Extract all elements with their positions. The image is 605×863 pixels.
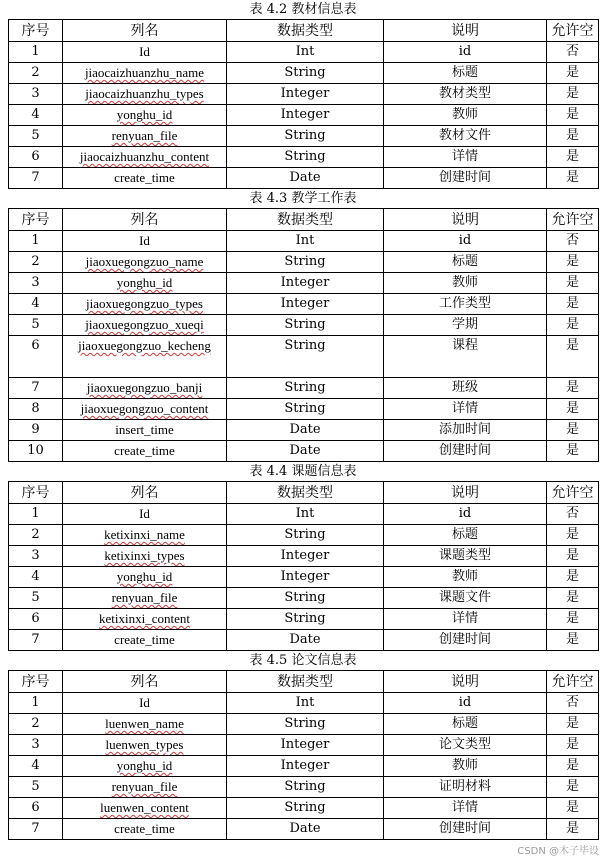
cell-data-type: Integer: [227, 756, 384, 777]
cell-no: 7: [9, 630, 63, 651]
cell-no: 2: [9, 714, 63, 735]
watermark: CSDN @木子毕设: [517, 846, 599, 857]
cell-no: 3: [9, 735, 63, 756]
cell-nullable: 是: [547, 378, 599, 399]
table-row: [9, 441, 599, 462]
cell-description: 标题: [384, 714, 547, 735]
document: [8, 0, 598, 840]
table-row: [9, 147, 599, 168]
table-row: [9, 504, 599, 525]
header-no: 序号: [9, 20, 63, 42]
column-name-text: renyuan_file: [111, 128, 178, 143]
cell-data-type: Integer: [227, 105, 384, 126]
cell-data-type: Date: [227, 168, 384, 189]
cell-column-name: Id: [63, 504, 227, 525]
column-name-text: luenwen_content: [100, 800, 189, 815]
cell-data-type: Integer: [227, 84, 384, 105]
cell-data-type: String: [227, 714, 384, 735]
table-row: [9, 735, 599, 756]
cell-description: 标题: [384, 252, 547, 273]
column-name-text: luenwen_name: [105, 716, 184, 731]
column-name-text: ketixinxi_types: [104, 548, 185, 563]
column-name-text: jiaoxuegongzuo_content: [80, 401, 209, 416]
cell-no: 7: [9, 819, 63, 840]
cell-description: 创建时间: [384, 819, 547, 840]
table-row: [9, 798, 599, 819]
cell-nullable: 否: [547, 693, 599, 714]
table-row: [9, 588, 599, 609]
cell-column-name: [63, 105, 227, 126]
cell-no: 1: [9, 693, 63, 714]
cell-column-name: [63, 315, 227, 336]
cell-description: 教师: [384, 273, 547, 294]
cell-description: 详情: [384, 399, 547, 420]
header-data-type: 数据类型: [227, 482, 384, 504]
cell-no: 6: [9, 798, 63, 819]
cell-no: 4: [9, 567, 63, 588]
cell-description: id: [384, 693, 547, 714]
cell-data-type: String: [227, 525, 384, 546]
cell-column-name: create_time: [63, 819, 227, 840]
cell-no: 1: [9, 231, 63, 252]
cell-nullable: 是: [547, 609, 599, 630]
column-name-text: renyuan_file: [111, 779, 178, 794]
header-description: 说明: [384, 671, 547, 693]
cell-column-name: create_time: [63, 168, 227, 189]
header-data-type: 数据类型: [227, 209, 384, 231]
cell-nullable: 是: [547, 105, 599, 126]
cell-description: 创建时间: [384, 441, 547, 462]
cell-column-name: [63, 147, 227, 168]
cell-no: 1: [9, 504, 63, 525]
cell-data-type: Int: [227, 693, 384, 714]
table-row: [9, 714, 599, 735]
cell-column-name: create_time: [63, 630, 227, 651]
cell-data-type: Integer: [227, 735, 384, 756]
table-row: [9, 546, 599, 567]
cell-column-name: [63, 336, 227, 378]
table-row: [9, 525, 599, 546]
cell-no: 6: [9, 336, 63, 378]
cell-data-type: String: [227, 378, 384, 399]
cell-nullable: 是: [547, 630, 599, 651]
cell-description: 标题: [384, 63, 547, 84]
cell-no: 2: [9, 525, 63, 546]
cell-data-type: Integer: [227, 567, 384, 588]
cell-data-type: String: [227, 126, 384, 147]
cell-data-type: String: [227, 609, 384, 630]
header-nullable: 允许空: [547, 209, 599, 231]
cell-column-name: [63, 546, 227, 567]
cell-no: 7: [9, 168, 63, 189]
column-name-text: jiaoxuegongzuo_types: [86, 296, 203, 311]
cell-description: 教师: [384, 567, 547, 588]
cell-data-type: Date: [227, 420, 384, 441]
cell-data-type: String: [227, 63, 384, 84]
column-name-text: jiaoxuegongzuo_xueqi: [85, 317, 204, 332]
cell-column-name: create_time: [63, 441, 227, 462]
cell-nullable: 是: [547, 168, 599, 189]
table-row: [9, 294, 599, 315]
table-row: [9, 315, 599, 336]
header-nullable: 允许空: [547, 671, 599, 693]
header-column-name: 列名: [63, 209, 227, 231]
cell-data-type: String: [227, 798, 384, 819]
cell-description: 学期: [384, 315, 547, 336]
cell-data-type: Integer: [227, 294, 384, 315]
cell-data-type: String: [227, 252, 384, 273]
cell-data-type: String: [227, 336, 384, 378]
table-row: [9, 756, 599, 777]
cell-column-name: [63, 798, 227, 819]
cell-description: 证明材料: [384, 777, 547, 798]
cell-description: 课题类型: [384, 546, 547, 567]
cell-column-name: [63, 84, 227, 105]
table-caption: 表 4.2 教材信息表: [249, 2, 357, 17]
header-data-type: 数据类型: [227, 20, 384, 42]
cell-column-name: [63, 609, 227, 630]
cell-column-name: [63, 252, 227, 273]
table-row: [9, 273, 599, 294]
cell-nullable: 是: [547, 567, 599, 588]
header-description: 说明: [384, 20, 547, 42]
cell-description: 课程: [384, 336, 547, 378]
table-row: [9, 609, 599, 630]
cell-column-name: [63, 735, 227, 756]
cell-nullable: 是: [547, 777, 599, 798]
cell-description: 论文类型: [384, 735, 547, 756]
cell-column-name: Id: [63, 693, 227, 714]
table-row: [9, 168, 599, 189]
column-name-text: yonghu_id: [116, 569, 173, 584]
table-row: [9, 252, 599, 273]
column-name-text: jiaoxuegongzuo_name: [85, 254, 204, 269]
table-caption: 表 4.4 课题信息表: [249, 464, 357, 479]
header-column-name: 列名: [63, 20, 227, 42]
cell-no: 5: [9, 126, 63, 147]
cell-description: 教材文件: [384, 126, 547, 147]
cell-nullable: 是: [547, 399, 599, 420]
schema-table-teaching-materials: [8, 19, 599, 189]
cell-data-type: String: [227, 588, 384, 609]
cell-description: 详情: [384, 147, 547, 168]
table-caption: 表 4.5 论文信息表: [249, 653, 357, 668]
cell-nullable: 是: [547, 525, 599, 546]
column-name-text: ketixinxi_content: [99, 611, 190, 626]
table-row: [9, 63, 599, 84]
cell-data-type: Date: [227, 441, 384, 462]
header-no: 序号: [9, 671, 63, 693]
table-row: [9, 399, 599, 420]
header-column-name: 列名: [63, 671, 227, 693]
cell-nullable: 是: [547, 588, 599, 609]
cell-no: 5: [9, 315, 63, 336]
schema-table-teaching-work: [8, 208, 599, 462]
header-row: [9, 209, 599, 231]
cell-column-name: [63, 273, 227, 294]
cell-no: 2: [9, 63, 63, 84]
cell-data-type: Int: [227, 504, 384, 525]
cell-no: 10: [9, 441, 63, 462]
header-data-type: 数据类型: [227, 671, 384, 693]
column-name-text: jiaocaizhuanzhu_types: [85, 86, 204, 101]
table-row: [9, 693, 599, 714]
header-nullable: 允许空: [547, 20, 599, 42]
cell-no: 3: [9, 84, 63, 105]
cell-description: 教师: [384, 105, 547, 126]
cell-description: 创建时间: [384, 630, 547, 651]
header-nullable: 允许空: [547, 482, 599, 504]
cell-nullable: 是: [547, 315, 599, 336]
cell-description: id: [384, 42, 547, 63]
cell-nullable: 是: [547, 63, 599, 84]
cell-data-type: String: [227, 147, 384, 168]
table-row: [9, 126, 599, 147]
cell-description: 详情: [384, 609, 547, 630]
cell-column-name: [63, 126, 227, 147]
cell-data-type: Int: [227, 231, 384, 252]
cell-description: 添加时间: [384, 420, 547, 441]
cell-no: 2: [9, 252, 63, 273]
cell-description: id: [384, 231, 547, 252]
table-row: [9, 336, 599, 378]
cell-column-name: Id: [63, 42, 227, 63]
cell-nullable: 是: [547, 336, 599, 378]
cell-column-name: [63, 525, 227, 546]
cell-data-type: Integer: [227, 546, 384, 567]
cell-nullable: 是: [547, 756, 599, 777]
cell-nullable: 是: [547, 84, 599, 105]
cell-column-name: [63, 756, 227, 777]
cell-data-type: Date: [227, 630, 384, 651]
table-row: [9, 567, 599, 588]
header-description: 说明: [384, 209, 547, 231]
cell-no: 6: [9, 147, 63, 168]
cell-no: 6: [9, 609, 63, 630]
cell-description: 工作类型: [384, 294, 547, 315]
cell-nullable: 是: [547, 798, 599, 819]
cell-column-name: [63, 777, 227, 798]
cell-description: 详情: [384, 798, 547, 819]
header-column-name: 列名: [63, 482, 227, 504]
column-name-text: jiaoxuegongzuo_banji: [86, 380, 203, 395]
table-row: [9, 819, 599, 840]
cell-no: 4: [9, 105, 63, 126]
cell-description: 教师: [384, 756, 547, 777]
cell-no: 5: [9, 777, 63, 798]
column-name-text: renyuan_file: [111, 590, 178, 605]
cell-data-type: String: [227, 315, 384, 336]
cell-nullable: 是: [547, 735, 599, 756]
cell-no: 8: [9, 399, 63, 420]
cell-nullable: 是: [547, 147, 599, 168]
cell-no: 9: [9, 420, 63, 441]
table-row: [9, 231, 599, 252]
cell-nullable: 否: [547, 504, 599, 525]
cell-no: 7: [9, 378, 63, 399]
header-no: 序号: [9, 209, 63, 231]
table-caption: 表 4.3 教学工作表: [249, 191, 357, 206]
column-name-text: jiaocaizhuanzhu_name: [84, 65, 205, 80]
table-row: [9, 630, 599, 651]
cell-data-type: Date: [227, 819, 384, 840]
table-row: [9, 420, 599, 441]
column-name-text: jiaoxuegongzuo_kecheng: [78, 338, 211, 353]
cell-data-type: Integer: [227, 273, 384, 294]
cell-nullable: 是: [547, 126, 599, 147]
table-row: [9, 84, 599, 105]
table-row: [9, 378, 599, 399]
cell-column-name: [63, 378, 227, 399]
column-name-text: yonghu_id: [116, 107, 173, 122]
cell-description: id: [384, 504, 547, 525]
table-row: [9, 105, 599, 126]
column-name-text: luenwen_types: [105, 737, 184, 752]
cell-description: 课题文件: [384, 588, 547, 609]
cell-nullable: 是: [547, 420, 599, 441]
cell-description: 教材类型: [384, 84, 547, 105]
cell-no: 5: [9, 588, 63, 609]
header-row: [9, 671, 599, 693]
cell-column-name: [63, 399, 227, 420]
cell-nullable: 是: [547, 546, 599, 567]
header-row: [9, 482, 599, 504]
cell-nullable: 是: [547, 714, 599, 735]
cell-data-type: Int: [227, 42, 384, 63]
schema-table-papers: [8, 670, 599, 840]
cell-description: 班级: [384, 378, 547, 399]
header-row: [9, 20, 599, 42]
cell-column-name: insert_time: [63, 420, 227, 441]
cell-no: 4: [9, 756, 63, 777]
table-row: [9, 777, 599, 798]
cell-no: 1: [9, 42, 63, 63]
cell-column-name: [63, 588, 227, 609]
cell-nullable: 是: [547, 294, 599, 315]
table-row: [9, 42, 599, 63]
column-name-text: ketixinxi_name: [104, 527, 185, 542]
cell-column-name: Id: [63, 231, 227, 252]
cell-no: 3: [9, 273, 63, 294]
cell-nullable: 否: [547, 42, 599, 63]
cell-nullable: 是: [547, 441, 599, 462]
cell-nullable: 是: [547, 273, 599, 294]
cell-nullable: 是: [547, 819, 599, 840]
cell-nullable: 否: [547, 231, 599, 252]
cell-data-type: String: [227, 777, 384, 798]
schema-table-research-topics: [8, 481, 599, 651]
column-name-text: yonghu_id: [116, 275, 173, 290]
cell-column-name: [63, 294, 227, 315]
header-description: 说明: [384, 482, 547, 504]
column-name-text: jiaocaizhuanzhu_content: [79, 149, 210, 164]
cell-description: 标题: [384, 525, 547, 546]
header-no: 序号: [9, 482, 63, 504]
cell-no: 4: [9, 294, 63, 315]
cell-data-type: String: [227, 399, 384, 420]
column-name-text: yonghu_id: [116, 758, 173, 773]
cell-description: 创建时间: [384, 168, 547, 189]
cell-column-name: [63, 714, 227, 735]
cell-column-name: [63, 63, 227, 84]
cell-column-name: [63, 567, 227, 588]
cell-no: 3: [9, 546, 63, 567]
cell-nullable: 是: [547, 252, 599, 273]
